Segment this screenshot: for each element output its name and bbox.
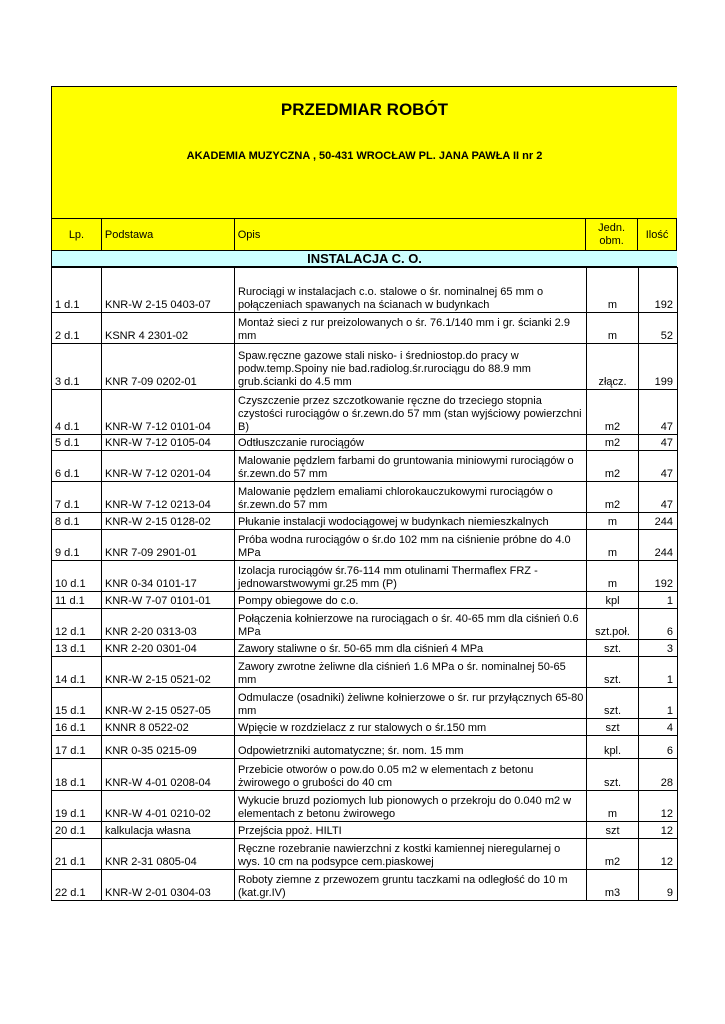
row-opis: Połączenia kołnierzowe na rurociągach o śr. 40-65 mm dla ciśnień 0.6 MPa — [235, 609, 587, 640]
row-podstawa: kalkulacja własna — [102, 822, 235, 839]
row-lp: 19 d.1 — [52, 791, 102, 822]
row-lp: 20 d.1 — [52, 822, 102, 839]
row-lp: 13 d.1 — [52, 640, 102, 657]
row-lp: 10 d.1 — [52, 561, 102, 592]
row-ilosc: 192 — [639, 268, 678, 313]
row-podstawa: KNR-W 7-12 0105-04 — [102, 435, 235, 451]
row-ilosc: 47 — [639, 390, 678, 435]
row-lp: 1 d.1 — [52, 268, 102, 313]
row-ilosc: 199 — [639, 344, 678, 390]
row-ilosc: 1 — [639, 592, 678, 609]
row-jedn: m2 — [587, 390, 639, 435]
title-block — [51, 86, 677, 218]
row-opis: Roboty ziemne z przewozem gruntu taczkami na odległość do 10 m (kat.gr.IV) — [235, 870, 587, 901]
row-jedn: kpl. — [587, 736, 639, 759]
table-row — [52, 390, 678, 435]
table-row — [52, 513, 678, 530]
row-podstawa: KNR 0-35 0215-09 — [102, 736, 235, 759]
table-row — [52, 592, 678, 609]
row-podstawa: KNR-W 7-12 0201-04 — [102, 451, 235, 482]
row-jedn: m — [587, 530, 639, 561]
row-lp: 18 d.1 — [52, 759, 102, 791]
row-podstawa: KNR-W 4-01 0208-04 — [102, 759, 235, 791]
column-header-ilosc: Ilość — [638, 219, 677, 250]
row-ilosc: 1 — [639, 657, 678, 688]
row-podstawa: KSNR 4 2301-02 — [102, 313, 235, 344]
row-podstawa: KNR 0-34 0101-17 — [102, 561, 235, 592]
row-lp: 9 d.1 — [52, 530, 102, 561]
row-lp: 15 d.1 — [52, 688, 102, 719]
row-lp: 16 d.1 — [52, 719, 102, 736]
column-header-jedn-line1: Jedn. — [598, 222, 626, 234]
row-opis: Wpięcie w rozdzielacz z rur stalowych o śr.150 mm — [235, 719, 587, 736]
row-ilosc: 12 — [639, 791, 678, 822]
table-row — [52, 268, 678, 313]
table-row — [52, 870, 678, 901]
row-jedn: m2 — [587, 482, 639, 513]
row-opis: Wykucie bruzd poziomych lub pionowych o przekroju do 0.040 m2 w elementach z betonu żwirowego — [235, 791, 587, 822]
row-ilosc: 244 — [639, 513, 678, 530]
row-lp: 4 d.1 — [52, 390, 102, 435]
row-jedn: szt. — [587, 657, 639, 688]
row-podstawa: KNR-W 7-12 0101-04 — [102, 390, 235, 435]
row-opis: Izolacja rurociągów śr.76-114 mm otulinami Thermaflex FRZ - jednowarstwowymi gr.25 mm (P) — [235, 561, 587, 592]
row-jedn: m3 — [587, 870, 639, 901]
table-row — [52, 640, 678, 657]
table-row — [52, 609, 678, 640]
row-jedn: m — [587, 791, 639, 822]
row-ilosc: 244 — [639, 530, 678, 561]
row-podstawa: KNR 2-20 0301-04 — [102, 640, 235, 657]
row-lp: 7 d.1 — [52, 482, 102, 513]
row-jedn: m — [587, 313, 639, 344]
row-ilosc: 6 — [639, 736, 678, 759]
table-row — [52, 822, 678, 839]
row-jedn: m — [587, 513, 639, 530]
row-opis: Odpowietrzniki automatyczne; śr. nom. 15 mm — [235, 736, 587, 759]
row-lp: 14 d.1 — [52, 657, 102, 688]
column-header-opis: Opis — [235, 219, 586, 250]
row-podstawa: KNR 2-20 0313-03 — [102, 609, 235, 640]
row-podstawa: KNR-W 2-15 0521-02 — [102, 657, 235, 688]
row-lp: 3 d.1 — [52, 344, 102, 390]
row-podstawa: KNR 7-09 0202-01 — [102, 344, 235, 390]
table-row — [52, 561, 678, 592]
row-lp: 21 d.1 — [52, 839, 102, 870]
document-title: PRZEDMIAR ROBÓT — [280, 100, 449, 119]
row-podstawa: KNR 7-09 2901-01 — [102, 530, 235, 561]
table-row — [52, 313, 678, 344]
row-opis: Ręczne rozebranie nawierzchni z kostki kamiennej nieregularnej o wys. 10 cm na podsypce cem.piaskowej — [235, 839, 587, 870]
row-opis: Przejścia ppoż. HILTI — [235, 822, 587, 839]
row-opis: Przebicie otworów o pow.do 0.05 m2 w elementach z betonu żwirowego o grubości do 40 cm — [235, 759, 587, 791]
row-jedn: m — [587, 268, 639, 313]
table-row — [52, 451, 678, 482]
row-podstawa: KNR-W 2-01 0304-03 — [102, 870, 235, 901]
row-podstawa: KNR-W 7-07 0101-01 — [102, 592, 235, 609]
row-ilosc: 9 — [639, 870, 678, 901]
row-ilosc: 28 — [639, 759, 678, 791]
row-opis: Zawory staliwne o śr. 50-65 mm dla ciśnień 4 MPa — [235, 640, 587, 657]
row-ilosc: 52 — [639, 313, 678, 344]
przedmiar-sheet — [51, 86, 677, 901]
table-row — [52, 657, 678, 688]
column-header-lp: Lp. — [52, 219, 102, 250]
row-jedn: m — [587, 561, 639, 592]
column-header-jedn — [586, 219, 638, 250]
row-jedn: szt — [587, 822, 639, 839]
row-jedn: m2 — [587, 451, 639, 482]
row-opis: Zawory zwrotne żeliwne dla ciśnień 1.6 MPa o śr. nominalnej 50-65 mm — [235, 657, 587, 688]
row-lp: 8 d.1 — [52, 513, 102, 530]
row-ilosc: 192 — [639, 561, 678, 592]
row-lp: 17 d.1 — [52, 736, 102, 759]
row-podstawa: KNR-W 7-12 0213-04 — [102, 482, 235, 513]
row-ilosc: 3 — [639, 640, 678, 657]
row-jedn: kpl — [587, 592, 639, 609]
row-ilosc: 12 — [639, 839, 678, 870]
table-row — [52, 839, 678, 870]
table-row — [52, 435, 678, 451]
row-ilosc: 6 — [639, 609, 678, 640]
row-podstawa: KNNR 8 0522-02 — [102, 719, 235, 736]
row-ilosc: 1 — [639, 688, 678, 719]
table-row — [52, 530, 678, 561]
document-subtitle: AKADEMIA MUZYCZNA , 50-431 WROCŁAW PL. JANA PAWŁA II nr 2 — [186, 150, 543, 162]
row-opis: Pompy obiegowe do c.o. — [235, 592, 587, 609]
row-podstawa: KNR-W 4-01 0210-02 — [102, 791, 235, 822]
row-lp: 22 d.1 — [52, 870, 102, 901]
table-row — [52, 719, 678, 736]
row-jedn: szt.poł. — [587, 609, 639, 640]
row-lp: 6 d.1 — [52, 451, 102, 482]
column-header-podstawa: Podstawa — [102, 219, 235, 250]
row-opis: Próba wodna rurociągów o śr.do 102 mm na ciśnienie próbne do 4.0 MPa — [235, 530, 587, 561]
row-jedn: szt. — [587, 759, 639, 791]
row-ilosc: 4 — [639, 719, 678, 736]
row-opis: Malowanie pędzlem farbami do gruntowania miniowymi rurociągów o śr.zewn.do 57 mm — [235, 451, 587, 482]
section-heading: INSTALACJA C. O. — [51, 251, 677, 267]
row-opis: Malowanie pędzlem emaliami chlorokauczukowymi rurociągów o śr.zewn.do 57 mm — [235, 482, 587, 513]
table-row — [52, 344, 678, 390]
row-opis: Montaż sieci z rur preizolowanych o śr. 76.1/140 mm i gr. ścianki 2.9 mm — [235, 313, 587, 344]
row-lp: 12 d.1 — [52, 609, 102, 640]
row-opis: Czyszczenie przez szczotkowanie ręczne do trzeciego stopnia czystości rurociągów o śr.zewn.do 57 mm (stan wyjściowy powierzchni B) — [235, 390, 587, 435]
table-row — [52, 759, 678, 791]
row-podstawa: KNR-W 2-15 0527-05 — [102, 688, 235, 719]
column-header-row — [51, 218, 677, 251]
row-podstawa: KNR 2-31 0805-04 — [102, 839, 235, 870]
table-row — [52, 736, 678, 759]
row-lp: 11 d.1 — [52, 592, 102, 609]
row-jedn: szt. — [587, 640, 639, 657]
cost-estimate-table — [51, 267, 678, 901]
row-opis: Odtłuszczanie rurociągów — [235, 435, 587, 451]
row-opis: Odmulacze (osadniki) żeliwne kołnierzowe o śr. rur przyłącznych 65-80 mm — [235, 688, 587, 719]
row-lp: 2 d.1 — [52, 313, 102, 344]
row-jedn: m2 — [587, 839, 639, 870]
row-lp: 5 d.1 — [52, 435, 102, 451]
row-jedn: złącz. — [587, 344, 639, 390]
row-jedn: szt — [587, 719, 639, 736]
row-jedn: m2 — [587, 435, 639, 451]
table-row — [52, 791, 678, 822]
row-podstawa: KNR-W 2-15 0403-07 — [102, 268, 235, 313]
column-header-jedn-line2: obm. — [599, 235, 624, 247]
row-ilosc: 47 — [639, 435, 678, 451]
row-jedn: szt. — [587, 688, 639, 719]
row-ilosc: 47 — [639, 482, 678, 513]
row-opis: Płukanie instalacji wodociągowej w budynkach niemieszkalnych — [235, 513, 587, 530]
table-body — [52, 268, 678, 901]
row-opis: Rurociągi w instalacjach c.o. stalowe o śr. nominalnej 65 mm o połączeniach spawanych na ścianach w budynkach — [235, 268, 587, 313]
row-podstawa: KNR-W 2-15 0128-02 — [102, 513, 235, 530]
row-ilosc: 47 — [639, 451, 678, 482]
row-ilosc: 12 — [639, 822, 678, 839]
table-row — [52, 482, 678, 513]
row-opis: Spaw.ręczne gazowe stali nisko- i średniostop.do pracy w podw.temp.Spoiny nie bad.radiolog.śr.rurociągu do 88.9 mm grub.ścianki do 4.5 mm — [235, 344, 587, 390]
table-row — [52, 688, 678, 719]
